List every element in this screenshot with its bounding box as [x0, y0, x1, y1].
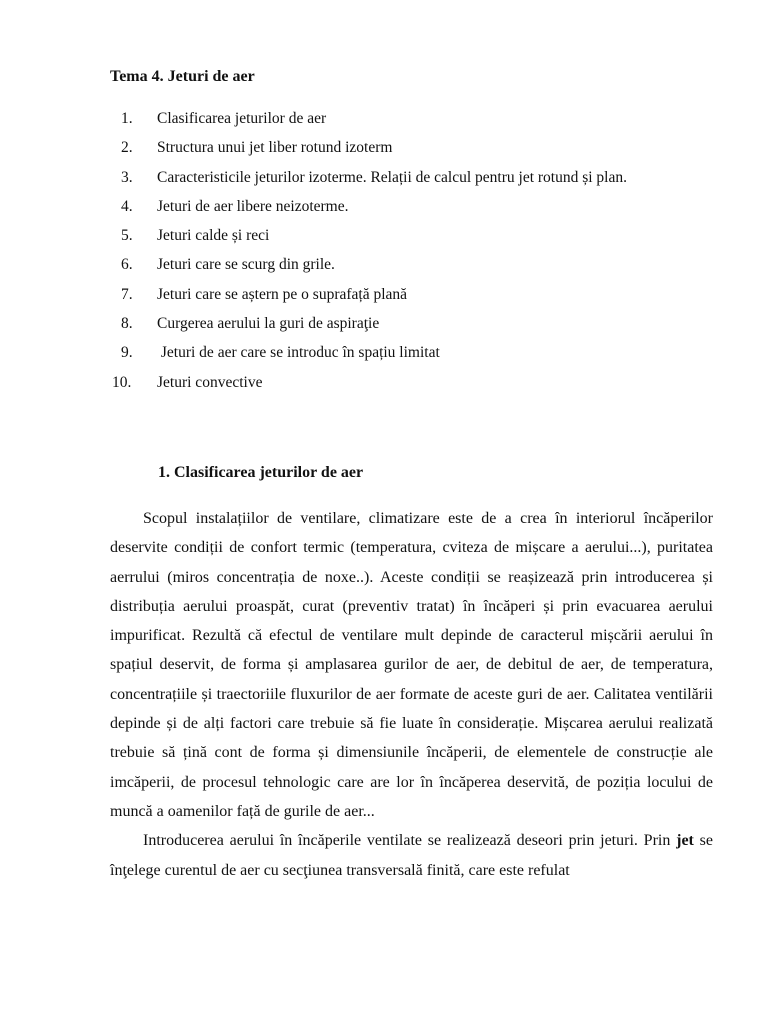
toc-number: 7. [121, 285, 133, 303]
toc-number: 1. [121, 110, 133, 127]
toc-text: Jeturi de aer libere neizoterme. [157, 197, 349, 215]
toc-item [110, 286, 627, 315]
toc-text: Clasificarea jeturilor de aer [157, 110, 327, 127]
body-text [110, 504, 713, 885]
toc-item [110, 374, 627, 403]
toc-item [110, 198, 627, 227]
toc-number: 10. [112, 373, 132, 391]
toc-text: Structura unui jet liber rotund izoterm [157, 139, 393, 157]
paragraph-text: se înţelege curentul de aer cu secţiunea transversală finită, care este refulat [110, 832, 713, 879]
paragraph-text: Introducerea aerului în încăperile ventilate se realizează deseori prin jeturi. Prin [143, 832, 677, 850]
toc-item [110, 315, 627, 344]
toc-text: Jeturi calde și reci [157, 227, 270, 245]
toc-text: Jeturi convective [157, 373, 263, 391]
toc-item [110, 110, 627, 139]
toc-item [110, 227, 627, 256]
toc-text: Curgerea aerului la guri de aspiraţie [157, 315, 380, 333]
toc-text: Jeturi de aer care se introduc în spațiu limitat [157, 344, 440, 362]
toc-text: Jeturi care se scurg din grile. [157, 256, 335, 274]
toc-item [110, 139, 627, 168]
toc-number: 2. [121, 139, 133, 157]
toc-number: 9. [121, 344, 133, 362]
toc-number: 3. [121, 168, 133, 186]
bold-term: jet [676, 832, 694, 850]
document-title: Tema 4. Jeturi de aer [110, 68, 255, 85]
toc-item [110, 169, 627, 198]
toc-number: 5. [121, 227, 133, 245]
toc-number: 8. [121, 315, 133, 333]
table-of-contents [110, 110, 627, 403]
paragraph: Scopul instalațiilor de ventilare, climatizare este de a crea în interiorul încăperilor deservite condiții de confort termic (temperatura, cviteza de mișcare a aerului...), puritatea aerrului (miros concentrația de noxe..). Aceste condiții se reașizează prin introducerea și distribuția aerului proaspăt, curat (preventiv tratat) în încăperi și prin evacuarea aerului impurificat. Rezultă că efectul de ventilare mult depinde de caracterul mișcării aerului în spațiul deservit, de forma și amplasarea gurilor de aer, de debitul de aer, de temperatura, concentrațiile și traectoriile fluxurilor de aer formate de aceste guri de aer. Calitatea ventilării depinde și de alți factori care trebuie să fie luate în considerație. Mișcarea aerului realizată trebuie să țină cont de forma și dimensiunile încăperii, de elementele de construcție ale imcăperii, de procesul tehnologic care are lor în încăperea deservită, de poziția locului de muncă a oamenilor față de gurile de aer... [110, 510, 713, 820]
toc-item [110, 344, 627, 373]
toc-number: 4. [121, 197, 133, 215]
toc-number: 6. [121, 256, 133, 274]
paragraph [110, 826, 713, 885]
toc-item [110, 256, 627, 285]
section-heading: 1. Clasificarea jeturilor de aer [158, 464, 364, 481]
toc-text: Caracteristicile jeturilor izoterme. Relații de calcul pentru jet rotund și plan. [157, 168, 627, 186]
toc-text: Jeturi care se aștern pe o suprafață plană [157, 285, 408, 303]
